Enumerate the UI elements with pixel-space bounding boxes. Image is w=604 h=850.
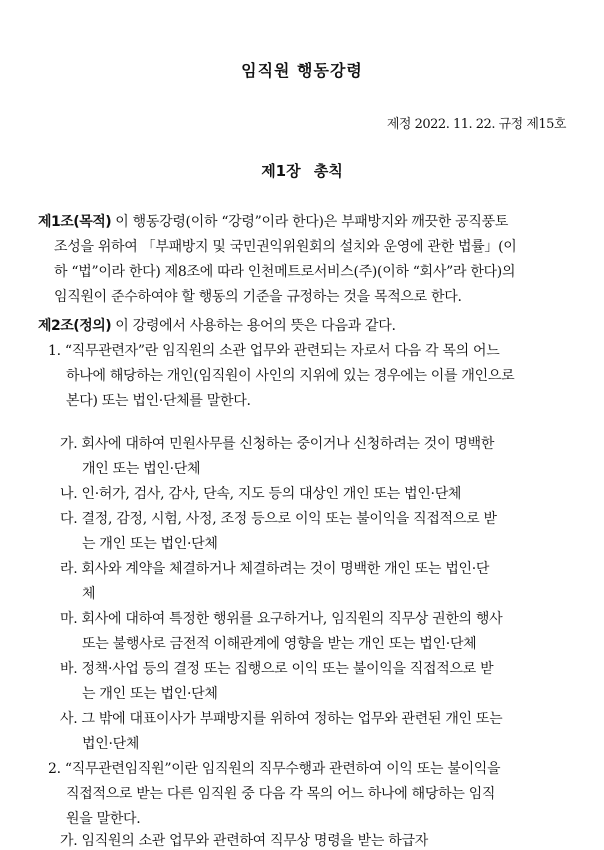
item-2-line-2: 직접적으로 받는 다른 임직원 중 다음 각 목의 어느 하나에 해당하는 임직 — [66, 786, 496, 802]
subitem-sa-line-1: 사. 그 밖에 대표이사가 부패방지를 위하여 정하는 업무와 관련된 개인 또는 — [60, 711, 503, 727]
subitem-ra-line-1: 라. 회사와 계약을 체결하거나 체결하려는 것이 명백한 개인 또는 법인·단 — [60, 561, 490, 577]
subitem-ma-line-1: 마. 회사에 대하여 특정한 행위를 요구하거나, 임직원의 직무상 권한의 행사 — [60, 611, 503, 627]
subitem-na-line-1: 나. 인·허가, 검사, 감사, 단속, 지도 등의 대상인 개인 또는 법인·단체 — [60, 486, 462, 502]
item-2-line-1: 2. “직무관련임직원”이란 임직원의 직무수행과 관련하여 이익 또는 불이익을 — [48, 761, 501, 777]
subitem-ma-line-2: 또는 불행사로 금전적 이해관계에 영향을 받는 개인 또는 법인·단체 — [82, 636, 477, 652]
subitem-ga-line-2: 개인 또는 법인·단체 — [82, 461, 201, 477]
subitem-ba-line-1: 바. 정책·사업 등의 결정 또는 집행으로 이익 또는 불이익을 직접적으로 받 — [60, 661, 494, 677]
article-1-label: 제1조(목적) — [38, 214, 112, 230]
subitem-ra-line-2: 체 — [82, 586, 96, 602]
item-1-line-2: 하나에 해당하는 개인(임직원이 사인의 지위에 있는 경우에는 이를 개인으로 — [66, 368, 515, 384]
item-2-line-3: 원을 말한다. — [66, 811, 141, 827]
subitem-ba-line-2: 는 개인 또는 법인·단체 — [82, 686, 218, 702]
item-2-subitem-ga: 가. 임직원의 소관 업무와 관련하여 직무상 명령을 받는 하급자 — [60, 833, 428, 849]
article-2-label: 제2조(정의) — [38, 318, 112, 334]
item-1-line-1: 1. “직무관련자”란 임직원의 소관 업무와 관련되는 자로서 다음 각 목의 어느 — [48, 343, 500, 359]
article-1-line-2: 조성을 위하여 「부패방지 및 국민권익위원회의 설치와 운영에 관한 법률」(이 — [54, 239, 517, 255]
enactment-info: 제정 2022. 11. 22. 규정 제15호 — [386, 117, 566, 132]
subitem-da-line-2: 는 개인 또는 법인·단체 — [82, 536, 218, 552]
subitem-ga-line-1: 가. 회사에 대하여 민원사무를 신청하는 중이거나 신청하려는 것이 명백한 — [60, 436, 495, 452]
item-1-line-3: 본다) 또는 법인·단체를 말한다. — [66, 393, 251, 409]
article-1-line-4: 임직원이 준수하여야 할 행동의 기준을 규정하는 것을 목적으로 한다. — [54, 289, 462, 305]
subitem-da-line-1: 다. 결정, 감정, 시험, 사정, 조정 등으로 이익 또는 불이익을 직접적으로 받 — [60, 511, 497, 527]
article-2-line-1: 제2조(정의) 이 강령에서 사용하는 용어의 뜻은 다음과 같다. — [38, 318, 396, 334]
document-title: 임직원 행동강령 — [241, 61, 363, 80]
chapter-heading: 제1장 총칙 — [261, 162, 343, 180]
subitem-sa-line-2: 법인·단체 — [82, 736, 140, 752]
article-1-line-1: 제1조(목적) 이 행동강령(이하 “강령”이라 한다)은 부패방지와 깨끗한 공직풍토 — [38, 214, 509, 230]
article-1-line-3: 하 “법”이라 한다) 제8조에 따라 인천메트로서비스(주)(이하 “회사”라 한다)의 — [54, 264, 516, 280]
